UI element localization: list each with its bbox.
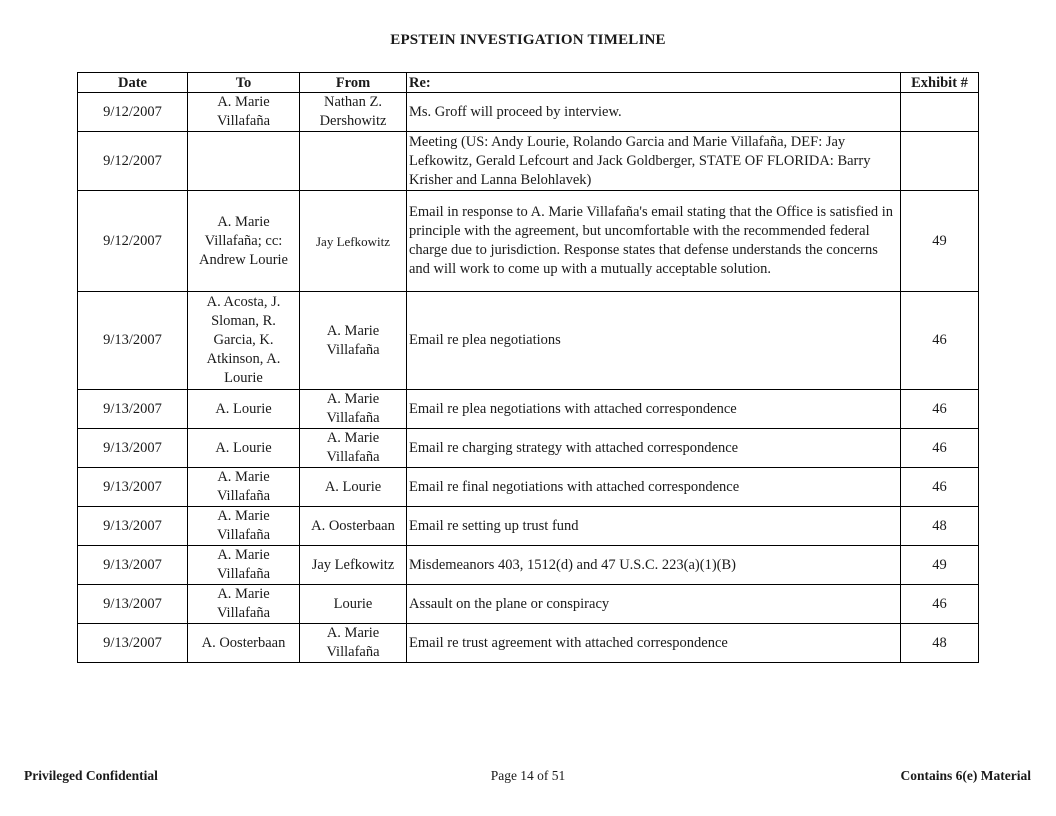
cell-to: A. Marie Villafaña — [188, 585, 300, 624]
cell-date: 9/13/2007 — [78, 507, 188, 546]
cell-date: 9/13/2007 — [78, 585, 188, 624]
cell-exhibit: 46 — [901, 292, 979, 390]
cell-from: Nathan Z. Dershowitz — [300, 93, 407, 132]
cell-exhibit: 49 — [901, 191, 979, 292]
column-header-date: Date — [78, 73, 188, 93]
cell-exhibit: 48 — [901, 507, 979, 546]
cell-exhibit: 46 — [901, 585, 979, 624]
cell-from: A. Oosterbaan — [300, 507, 407, 546]
cell-re: Assault on the plane or conspiracy — [407, 585, 901, 624]
cell-to: A. Marie Villafaña — [188, 468, 300, 507]
cell-exhibit: 48 — [901, 624, 979, 663]
table-row — [78, 93, 979, 132]
cell-exhibit: 46 — [901, 390, 979, 429]
cell-from: A. Marie Villafaña — [300, 624, 407, 663]
timeline-table — [77, 72, 979, 663]
table-row — [78, 390, 979, 429]
cell-from: Jay Lefkowitz — [300, 546, 407, 585]
cell-exhibit: 46 — [901, 468, 979, 507]
cell-to: A. Lourie — [188, 429, 300, 468]
table-row — [78, 546, 979, 585]
cell-date: 9/13/2007 — [78, 429, 188, 468]
document-title: EPSTEIN INVESTIGATION TIMELINE — [390, 32, 666, 48]
cell-date: 9/12/2007 — [78, 191, 188, 292]
cell-to: A. Oosterbaan — [188, 624, 300, 663]
cell-from: A. Marie Villafaña — [300, 390, 407, 429]
footer-privileged-label: Privileged Confidential — [24, 768, 158, 783]
column-header-re: Re: — [407, 73, 901, 93]
table-header-row — [78, 73, 979, 93]
table-row — [78, 585, 979, 624]
cell-to: A. Marie Villafaña — [188, 93, 300, 132]
cell-date: 9/12/2007 — [78, 132, 188, 191]
table-row — [78, 468, 979, 507]
cell-to: A. Acosta, J. Sloman, R. Garcia, K. Atkinson, A. Lourie — [188, 292, 300, 390]
cell-from — [300, 132, 407, 191]
cell-date: 9/13/2007 — [78, 390, 188, 429]
cell-re: Email re final negotiations with attached correspondence — [407, 468, 901, 507]
cell-exhibit: 46 — [901, 429, 979, 468]
column-header-exhibit: Exhibit # — [901, 73, 979, 93]
cell-to: A. Marie Villafaña — [188, 546, 300, 585]
cell-date: 9/13/2007 — [78, 624, 188, 663]
cell-date: 9/13/2007 — [78, 468, 188, 507]
cell-date: 9/12/2007 — [78, 93, 188, 132]
cell-re: Meeting (US: Andy Lourie, Rolando Garcia and Marie Villafaña, DEF: Jay Lefkowitz, Gerald Lefcourt and Jack Goldberger, STATE OF FLORIDA: Barry Krisher and Lanna Belohlavek) — [407, 132, 901, 191]
cell-re: Email re trust agreement with attached correspondence — [407, 624, 901, 663]
cell-to: A. Lourie — [188, 390, 300, 429]
table-row — [78, 132, 979, 191]
cell-re: Email re setting up trust fund — [407, 507, 901, 546]
cell-re: Email re plea negotiations — [407, 292, 901, 390]
cell-date: 9/13/2007 — [78, 292, 188, 390]
table-row — [78, 292, 979, 390]
cell-exhibit: 49 — [901, 546, 979, 585]
table-row — [78, 429, 979, 468]
column-header-from: From — [300, 73, 407, 93]
cell-re: Email in response to A. Marie Villafaña's email stating that the Office is satisfied in principle with the agreement, but uncomfortable with the recommended federal charge due to jurisdiction. Response states that defense understands the concerns and will work to come up with a mutually acceptable solution. — [407, 191, 901, 292]
table-row — [78, 191, 979, 292]
cell-from: Lourie — [300, 585, 407, 624]
cell-exhibit — [901, 132, 979, 191]
footer-page-number: Page 14 of 51 — [490, 768, 566, 783]
cell-to: A. Marie Villafaña; cc: Andrew Lourie — [188, 191, 300, 292]
cell-to — [188, 132, 300, 191]
cell-from: A. Lourie — [300, 468, 407, 507]
table-row — [78, 507, 979, 546]
cell-exhibit — [901, 93, 979, 132]
column-header-to: To — [188, 73, 300, 93]
cell-from: A. Marie Villafaña — [300, 429, 407, 468]
cell-re: Email re plea negotiations with attached correspondence — [407, 390, 901, 429]
table-row — [78, 624, 979, 663]
cell-to: A. Marie Villafaña — [188, 507, 300, 546]
cell-from: Jay Lefkowitz — [300, 191, 407, 292]
footer-6e-label: Contains 6(e) Material — [900, 768, 1031, 783]
cell-re: Misdemeanors 403, 1512(d) and 47 U.S.C. 223(a)(1)(B) — [407, 546, 901, 585]
cell-re: Ms. Groff will proceed by interview. — [407, 93, 901, 132]
cell-from: A. Marie Villafaña — [300, 292, 407, 390]
cell-date: 9/13/2007 — [78, 546, 188, 585]
cell-re: Email re charging strategy with attached correspondence — [407, 429, 901, 468]
